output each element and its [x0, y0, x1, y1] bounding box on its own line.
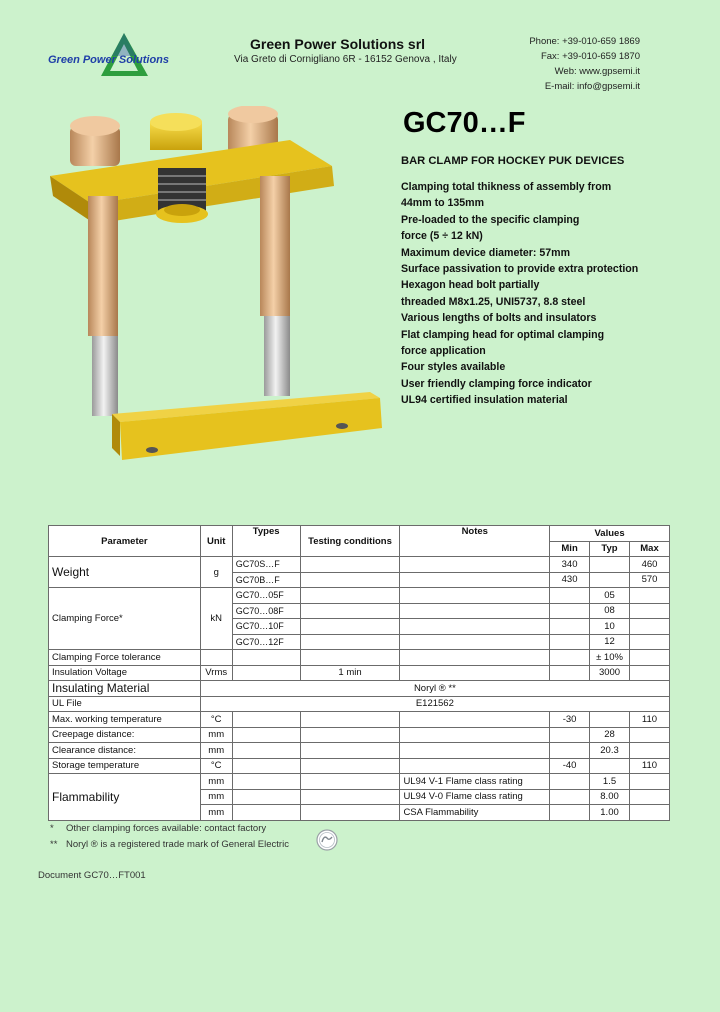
table-row	[49, 588, 670, 604]
header-values: Values	[550, 526, 670, 542]
max-cell	[630, 774, 670, 790]
typ-cell	[590, 758, 630, 774]
type-cell	[232, 712, 300, 728]
spec-table	[48, 525, 670, 821]
footnote-text: Other clamping forces available: contact factory	[66, 823, 267, 834]
typ-cell: 8.00	[590, 789, 630, 805]
notes-cell	[400, 603, 550, 619]
notes-cell: UL94 V-0 Flame class rating	[400, 789, 550, 805]
feature-item: Clamping total thikness of assembly from	[401, 181, 612, 193]
contact-web[interactable]: Web: www.gpsemi.it	[554, 66, 640, 77]
min-cell	[550, 789, 590, 805]
header-min: Min	[550, 541, 590, 557]
min-cell	[550, 774, 590, 790]
param-insulating-material: Insulating Material	[49, 681, 201, 697]
conditions-cell	[300, 743, 400, 759]
feature-item: Maximum device diameter: 57mm	[401, 246, 570, 259]
max-cell: 110	[630, 758, 670, 774]
type-cell	[232, 727, 300, 743]
product-subtitle: BAR CLAMP FOR HOCKEY PUK DEVICES	[401, 155, 625, 167]
param-creepage-distance: Creepage distance:	[49, 727, 201, 743]
max-cell	[630, 743, 670, 759]
contact-block	[529, 34, 640, 94]
feature-item: force application	[401, 345, 486, 358]
header-testing-conditions: Testing conditions	[300, 526, 400, 557]
footnote	[50, 821, 289, 837]
feature-item: Hexagon head bolt partially	[401, 279, 540, 292]
type-cell	[232, 665, 300, 681]
footnote-text: Noryl ® is a registered trade mark of General Electric	[66, 839, 289, 850]
table-row	[49, 557, 670, 573]
unit-cell: mm	[200, 774, 232, 790]
type-cell: GC70…05F	[232, 588, 300, 604]
feature-item: Flat clamping head for optimal clamping	[401, 328, 605, 341]
typ-cell: 1.00	[590, 805, 630, 821]
type-cell	[232, 743, 300, 759]
notes-cell	[400, 650, 550, 666]
footnote-mark: **	[50, 839, 58, 850]
notes-cell	[400, 557, 550, 573]
contact-fax: Fax: +39-010-659 1870	[540, 51, 640, 62]
feature-item: UL94 certified insulation material	[401, 394, 568, 407]
type-cell: GC70…12F	[232, 634, 300, 650]
type-cell	[232, 774, 300, 790]
contact-email[interactable]: E-mail: info@gpsemi.it	[544, 81, 640, 92]
notes-cell	[400, 665, 550, 681]
conditions-cell	[300, 588, 400, 604]
feature-item: Four styles available	[401, 361, 506, 374]
ul-file-value: E121562	[200, 696, 669, 712]
feature-item: Pre-loaded to the specific clamping	[401, 213, 580, 226]
max-cell	[630, 665, 670, 681]
conditions-cell	[300, 572, 400, 588]
ge-logo-icon	[316, 829, 338, 851]
company-name: Green Power Solutions srl	[250, 36, 426, 52]
max-cell	[630, 789, 670, 805]
product-code: GC70…F	[403, 107, 526, 139]
notes-cell	[400, 727, 550, 743]
conditions-cell	[300, 619, 400, 635]
max-cell	[630, 588, 670, 604]
typ-cell: ± 10%	[590, 650, 630, 666]
typ-cell: 05	[590, 588, 630, 604]
footnote-mark: *	[50, 823, 54, 834]
conditions-cell	[300, 805, 400, 821]
min-cell	[550, 650, 590, 666]
max-cell: 460	[630, 557, 670, 573]
material-value: Noryl ® **	[200, 681, 669, 697]
feature-item: threaded M8x1.25, UNI5737, 8.8 steel	[401, 295, 586, 308]
typ-cell	[590, 557, 630, 573]
min-cell: -30	[550, 712, 590, 728]
min-cell	[550, 743, 590, 759]
unit-cell: mm	[200, 805, 232, 821]
conditions-cell	[300, 650, 400, 666]
max-cell	[630, 603, 670, 619]
param-clamping-force: Clamping Force*	[49, 588, 201, 650]
table-row	[49, 650, 670, 666]
table-row	[49, 681, 670, 697]
notes-cell	[400, 572, 550, 588]
typ-cell: 20.3	[590, 743, 630, 759]
type-cell	[232, 789, 300, 805]
unit-cell: mm	[200, 743, 232, 759]
document-number: Document GC70…FT001	[38, 870, 146, 881]
typ-cell: 3000	[590, 665, 630, 681]
min-cell: 430	[550, 572, 590, 588]
conditions-cell	[300, 758, 400, 774]
table-row	[49, 712, 670, 728]
param-max-working-temperature: Max. working temperature	[49, 712, 201, 728]
unit-cell: °C	[200, 712, 232, 728]
feature-item: User friendly clamping force indicator	[401, 377, 592, 390]
param-weight: Weight	[49, 557, 201, 588]
table-row	[49, 758, 670, 774]
type-cell	[232, 758, 300, 774]
min-cell	[550, 619, 590, 635]
max-cell	[630, 634, 670, 650]
param-ul-file: UL File	[49, 696, 201, 712]
notes-cell	[400, 619, 550, 635]
param-storage-temperature: Storage temperature	[49, 758, 201, 774]
min-cell	[550, 634, 590, 650]
feature-item: force (5 ÷ 12 kN)	[401, 230, 483, 243]
type-cell	[232, 805, 300, 821]
max-cell	[630, 650, 670, 666]
min-cell	[550, 588, 590, 604]
min-cell: -40	[550, 758, 590, 774]
param-insulation-voltage: Insulation Voltage	[49, 665, 201, 681]
company-address: Via Greto di Cornigliano 6R - 16152 Genova , Italy	[234, 54, 457, 65]
table-header-row	[49, 526, 670, 542]
type-cell: GC70B…F	[232, 572, 300, 588]
header-max: Max	[630, 541, 670, 557]
typ-cell: 12	[590, 634, 630, 650]
notes-cell	[400, 758, 550, 774]
min-cell: 340	[550, 557, 590, 573]
conditions-cell	[300, 727, 400, 743]
unit-cell: mm	[200, 727, 232, 743]
header-unit: Unit	[200, 526, 232, 557]
table-row	[49, 743, 670, 759]
unit-cell: mm	[200, 789, 232, 805]
unit-cell: Vrms	[200, 665, 232, 681]
unit-cell: kN	[200, 588, 232, 650]
unit-cell	[200, 650, 232, 666]
bar-clamp-image	[40, 106, 390, 468]
notes-cell	[400, 588, 550, 604]
notes-cell	[400, 743, 550, 759]
conditions-cell: 1 min	[300, 665, 400, 681]
table-row	[49, 774, 670, 790]
typ-cell: 08	[590, 603, 630, 619]
notes-cell	[400, 712, 550, 728]
header-types: Types	[232, 526, 300, 557]
typ-cell: 28	[590, 727, 630, 743]
contact-phone: Phone: +39-010-659 1869	[529, 36, 640, 47]
min-cell	[550, 603, 590, 619]
type-cell: GC70…08F	[232, 603, 300, 619]
max-cell	[630, 727, 670, 743]
footnotes	[50, 821, 289, 853]
min-cell	[550, 665, 590, 681]
unit-cell: °C	[200, 758, 232, 774]
min-cell	[550, 805, 590, 821]
typ-cell	[590, 572, 630, 588]
footnote	[50, 837, 289, 853]
conditions-cell	[300, 774, 400, 790]
header-typ: Typ	[590, 541, 630, 557]
typ-cell: 1.5	[590, 774, 630, 790]
conditions-cell	[300, 789, 400, 805]
param-clearance-distance: Clearance distance:	[49, 743, 201, 759]
typ-cell: 10	[590, 619, 630, 635]
feature-item: Various lengths of bolts and insulators	[401, 312, 597, 325]
param-flammability: Flammability	[49, 774, 201, 821]
typ-cell	[590, 712, 630, 728]
table-row	[49, 696, 670, 712]
max-cell: 570	[630, 572, 670, 588]
feature-item: 44mm to 135mm	[401, 197, 485, 210]
conditions-cell	[300, 634, 400, 650]
logo-text: Green Power Solutions	[48, 54, 170, 66]
feature-item: Surface passivation to provide extra protection	[401, 263, 639, 276]
conditions-cell	[300, 712, 400, 728]
header-parameter: Parameter	[49, 526, 201, 557]
notes-cell: CSA Flammability	[400, 805, 550, 821]
type-cell	[232, 650, 300, 666]
max-cell	[630, 619, 670, 635]
min-cell	[550, 727, 590, 743]
notes-cell	[400, 634, 550, 650]
max-cell: 110	[630, 712, 670, 728]
param-force-tolerance: Clamping Force tolerance	[49, 650, 201, 666]
table-row	[49, 727, 670, 743]
notes-cell: UL94 V-1 Flame class rating	[400, 774, 550, 790]
table-row	[49, 665, 670, 681]
max-cell	[630, 805, 670, 821]
unit-cell: g	[200, 557, 232, 588]
type-cell: GC70…10F	[232, 619, 300, 635]
feature-list	[401, 179, 701, 409]
conditions-cell	[300, 603, 400, 619]
header-notes: Notes	[400, 526, 550, 557]
conditions-cell	[300, 557, 400, 573]
type-cell: GC70S…F	[232, 557, 300, 573]
